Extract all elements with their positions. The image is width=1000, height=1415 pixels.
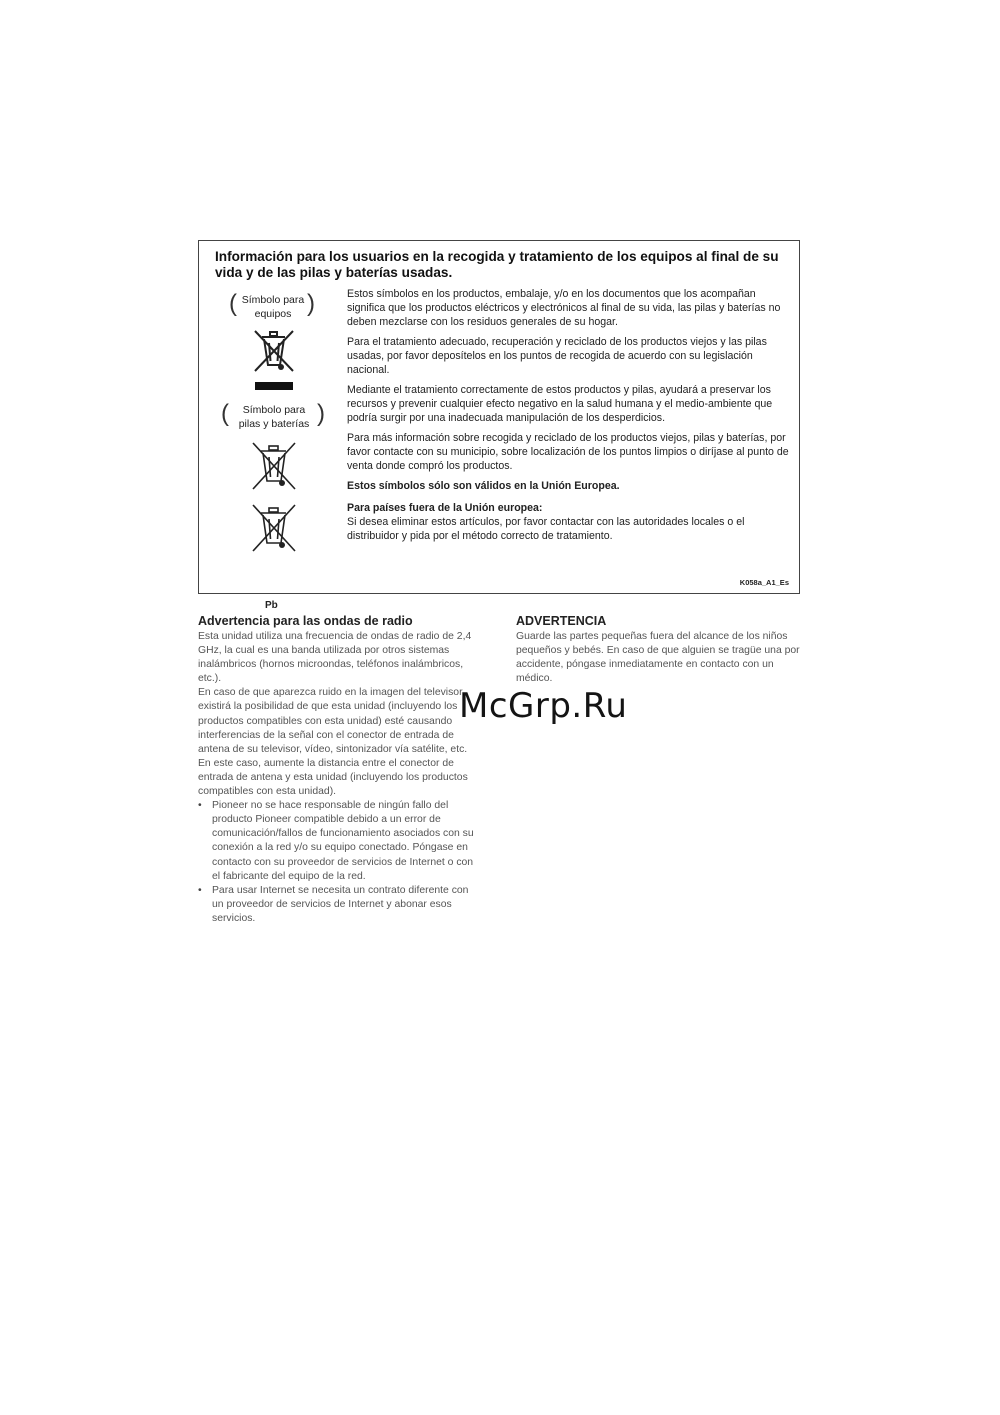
pb-label: Pb	[265, 600, 278, 611]
symbol-battery-label: Símbolo para pilas y baterías	[238, 404, 310, 430]
radio-warning-title: Advertencia para las ondas de radio	[198, 614, 413, 628]
document-code: K058a_A1_Es	[739, 578, 789, 587]
symbol-equipment-label: Símbolo para equipos	[241, 294, 305, 320]
box-text-column	[347, 287, 795, 549]
box-paragraph: Mediante el tratamiento correctamente de estos productos y pilas, ayudará a preservar los recursos y prevenir cualquier efecto negativo en la salud humana y el medio-ambiente que podría surgir por una inadecuada manipulación de los desperdicios.	[347, 384, 773, 424]
eu-note: Estos símbolos sólo son válidos en la Unión Europea.	[347, 480, 620, 492]
box-paragraph: Para más información sobre recogida y reciclado de los productos viejos, pilas y baterías, por favor contacte con su municipio, sobre localización de los puntos limpios o diríjase al punto de venta donde compró los productos.	[347, 432, 789, 472]
open-paren: (	[221, 400, 229, 427]
box-title: Información para los usuarios en la recogida y tratamiento de los equipos al final de su vida y de las pilas y baterías usadas.	[215, 249, 779, 280]
warning-text: Guarde las partes pequeñas fuera del alcance de los niños pequeños y bebés. En caso de que alguien se tragüe una por accidente, póngase inmediatamente en contacto con un médico.	[516, 631, 800, 685]
radio-warning-text	[198, 630, 488, 926]
close-paren: )	[317, 400, 325, 427]
radio-paragraph: En caso de que aparezca ruido en la imagen del televisor, existirá la posibilidad de que esta unidad (incluyendo los productos compatibles con esta unidad) esté causando interferencias de la señal con el conector de entrada de antena de su televisor, vídeo, sintonizador vía satélite, etc.	[198, 687, 468, 755]
warning-title: ADVERTENCIA	[516, 614, 607, 628]
box-paragraph: Para el tratamiento adecuado, recuperación y reciclado de los productos viejos y las pilas usadas, por favor deposítelos en los puntos de recogida de acuerdo con su legislación nacional.	[347, 336, 767, 376]
symbol-column	[199, 289, 349, 611]
crossed-bin-icon	[249, 501, 299, 555]
non-eu-text: Si desea eliminar estos artículos, por favor contactar con las autoridades locales o el distribuidor y pida por el método correcto de tratamiento.	[347, 516, 745, 542]
watermark: McGrp.Ru	[459, 686, 628, 726]
bullet-item: • Pioneer no se hace responsable de ningún fallo del producto Pioneer compatible debido a un error de comunicación/fallos de funcionamiento asociados con su conexión a la red y/o su equipo conectado. Póngase en contacto con su proveedor de servicios de Internet o con el fabricante del equipo de la red.	[198, 799, 488, 884]
bullet-icon: •	[198, 884, 202, 896]
bullet-icon: •	[198, 800, 202, 812]
radio-paragraph: En este caso, aumente la distancia entre el conector de entrada de antena y esta unidad (incluyendo los productos compatibles con esta unidad).	[198, 757, 468, 798]
box-paragraph: Estos símbolos en los productos, embalaje, y/o en los documentos que los acompañan significa que los productos eléctricos y electrónicos al final de su vida, las pilas y baterías no deben mezclarse con los residuos generales de su hogar.	[347, 288, 781, 328]
open-paren: (	[229, 290, 237, 317]
radio-paragraph: Esta unidad utiliza una frecuencia de ondas de radio de 2,4 GHz, la cual es una banda utilizada por otros sistemas inalámbricos (hornos microondas, teléfonos inalámbricos, etc.).	[198, 631, 472, 685]
weee-info-box	[198, 240, 800, 611]
crossed-bin-icon	[249, 439, 299, 493]
black-bar	[255, 382, 293, 390]
bullet-item: • Para usar Internet se necesita un contrato diferente con un proveedor de servicios de Internet y abonar esos servicios.	[198, 884, 488, 926]
non-eu-heading: Para países fuera de la Unión europea:	[347, 502, 543, 514]
crossed-bin-icon	[249, 325, 299, 375]
close-paren: )	[307, 290, 315, 317]
